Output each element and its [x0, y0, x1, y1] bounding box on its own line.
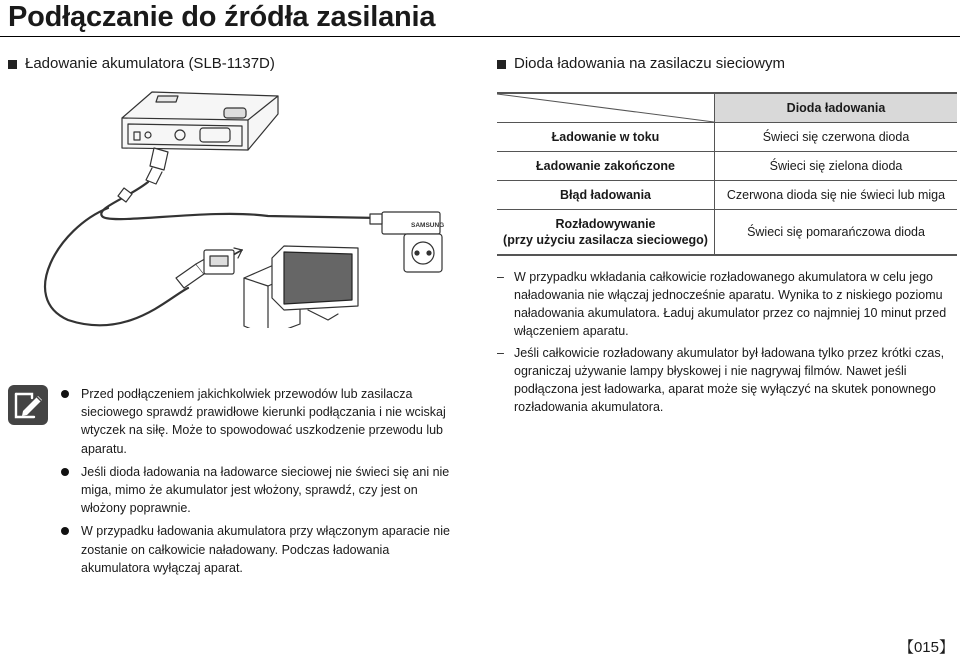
table-row — [497, 181, 957, 210]
state-label: Rozładowywanie — [555, 217, 656, 231]
square-bullet-icon — [497, 60, 506, 69]
left-section-heading-text: Ładowanie akumulatora (SLB-1137D) — [25, 55, 275, 72]
state-label: Błąd ładowania — [560, 188, 651, 202]
bullet-icon — [61, 527, 69, 535]
table-row — [497, 123, 957, 152]
list-item: – W przypadku wkładania całkowicie rozładowanego akumulatora w celu jego naładowania nie włączaj jednocześnie aparatu. Wynika to z niskiego poziomu naładowania akumulatora. Ładuj akumulator przez co najmniej 10 minut przed włączeniem aparatu. — [497, 268, 955, 340]
right-section-heading-text: Dioda ładowania na zasilaczu sieciowym — [514, 55, 785, 72]
note-text: W przypadku wkładania całkowicie rozładowanego akumulatora w celu jego naładowania nie włączaj jednocześnie aparatu. Wynika to z niskiego poziomu naładowania akumulatora. Ładuj akumulator przez co najmniej 10 minut przed włączeniem aparatu. — [514, 270, 947, 338]
title-rule — [0, 36, 960, 37]
bullet-text: Jeśli dioda ładowania na ładowarce sieciowej nie świeci się ani nie miga, mimo że akumulator jest włożony, sprawdź, czy jest on włożony poprawnie. — [81, 464, 450, 516]
led-status: Czerwona dioda się nie świeci lub miga — [715, 181, 958, 210]
right-section-heading — [497, 55, 785, 73]
state-label: Ładowanie zakończone — [536, 159, 675, 173]
state-label: Ładowanie w toku — [551, 130, 660, 144]
table-row — [497, 152, 957, 181]
charger-brand-label: SAMSUNG — [411, 222, 445, 229]
diagonal-line — [497, 94, 714, 122]
warnings-list — [61, 385, 451, 582]
table-corner-cell — [497, 93, 715, 123]
led-status: Świeci się czerwona dioda — [715, 123, 958, 152]
square-bullet-icon — [8, 60, 17, 69]
note-text: Jeśli całkowicie rozładowany akumulator był ładowana tylko przez krótki czas, ograniczaj używanie lampy błyskowej i nie nagrywaj filmów. Nawet jeśli podłączona jest ładowarka, aparat może się wyłączyć na skutek ponownego rozładowania akumulatora. — [514, 346, 945, 414]
charging-led-table — [497, 92, 957, 256]
charging-illustration — [28, 88, 468, 328]
table-header-led: Dioda ładowania — [715, 93, 958, 123]
camera-illustration — [122, 92, 278, 150]
notes-list — [497, 268, 955, 420]
list-item: – Jeśli całkowicie rozładowany akumulator był ładowana tylko przez krótki czas, ograniczaj używanie lampy błyskowej i nie nagrywaj filmów. Nawet jeśli podłączona jest ładowarka, aparat może się wyłączyć na skutek ponownego rozładowania akumulatora. — [497, 344, 955, 416]
list-item — [61, 463, 451, 518]
note-pencil-icon — [7, 384, 49, 426]
led-status: Świeci się zielona dioda — [715, 152, 958, 181]
list-item — [61, 522, 451, 577]
table-row — [497, 210, 957, 256]
computer-illustration — [204, 246, 358, 328]
bullet-icon — [61, 468, 69, 476]
page-number: 【015】 — [898, 639, 954, 656]
state-sublabel: (przy użyciu zasilacza sieciowego) — [503, 233, 708, 247]
led-status: Świeci się pomarańczowa dioda — [715, 210, 958, 256]
bullet-icon — [61, 390, 69, 398]
page-title: Podłączanie do źródła zasilania — [8, 1, 436, 33]
charger-illustration — [370, 212, 445, 272]
left-section-heading — [8, 55, 275, 73]
bullet-text: W przypadku ładowania akumulatora przy włączonym aparacie nie zostanie on całkowicie naładowany. Podczas ładowania akumulatora wyłączaj aparat. — [81, 524, 450, 575]
bullet-text: Przed podłączeniem jakichkolwiek przewodów lub zasilacza sieciowego sprawdź prawidłowe kierunki podłączania i nie wciskaj wtyczek na siłę. Może to spowodować uszkodzenie przewodu lub aparatu. — [81, 387, 446, 456]
list-item — [61, 385, 451, 458]
